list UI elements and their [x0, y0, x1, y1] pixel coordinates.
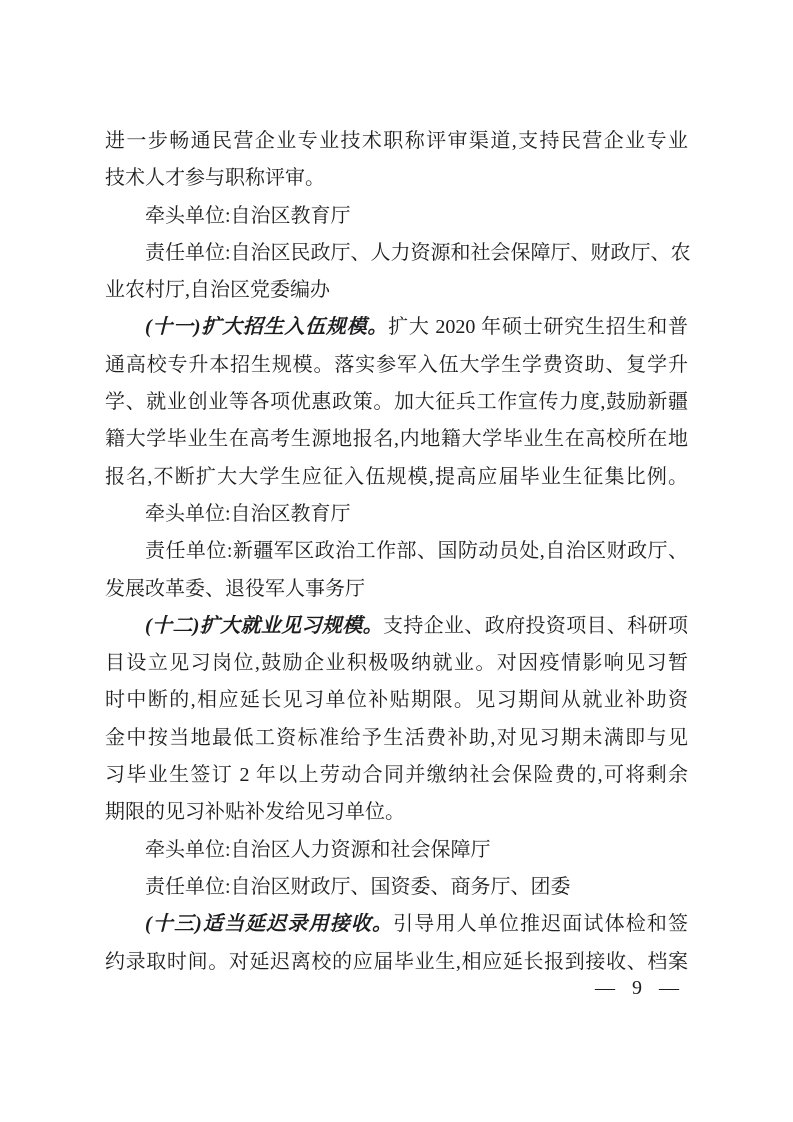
body-text: 进一步畅通民营企业专业技术职称评审渠道,支持民营企业专业 — [105, 130, 688, 152]
item-heading: (十二)扩大就业见习规模。 — [145, 614, 383, 637]
document-text-block — [105, 123, 691, 981]
body-text: 学、就业创业等各项优惠政策。加大征兵工作宣传力度,鼓励新疆 — [105, 391, 688, 414]
page-number: — 9 — — [595, 977, 680, 999]
text-line — [105, 347, 688, 384]
body-text: 责任单位:自治区民政厅、人力资源和社会保障厅、财政厅、农 — [145, 241, 691, 264]
text-line-responsible-unit — [105, 235, 691, 272]
body-text: 期限的见习补贴补发给见习单位。 — [105, 801, 405, 824]
text-line-item-12 — [105, 608, 688, 645]
text-line — [105, 757, 688, 794]
text-line — [105, 160, 688, 197]
text-line-lead-unit — [105, 832, 688, 869]
text-line — [105, 571, 688, 608]
text-line-item-13 — [105, 906, 688, 943]
body-text: 籍大学毕业生在高考生源地报名,内地籍大学毕业生在高校所在地 — [105, 428, 688, 451]
text-line-responsible-unit — [105, 533, 688, 570]
body-text: 业农村厅,自治区党委编办 — [105, 279, 330, 302]
body-text: 时中断的,相应延长见习单位补贴期限。见习期间从就业补助资 — [105, 689, 688, 712]
text-line — [105, 720, 688, 757]
body-text: 责任单位:自治区财政厅、国资委、商务厅、团委 — [145, 875, 571, 898]
text-line — [105, 682, 688, 719]
body-text: 习毕业生签订 2 年以上劳动合同并缴纳社会保险费的,可将剩余 — [105, 764, 688, 787]
body-text: 技术人才参与职称评审。 — [105, 167, 325, 190]
text-line — [105, 272, 688, 309]
body-text: 扩大 2020 年硕士研究生招生和普 — [388, 316, 688, 339]
body-text: 报名,不断扩大大学生应征入伍规模,提高应届毕业生征集比例。 — [105, 465, 688, 488]
body-text: 牵头单位:自治区人力资源和社会保障厅 — [145, 838, 491, 861]
item-heading: (十三)适当延迟录用接收。 — [145, 913, 394, 936]
body-text: 牵头单位:自治区教育厅 — [145, 502, 351, 525]
text-line-lead-unit — [105, 496, 688, 533]
text-line — [105, 123, 688, 160]
text-line — [105, 645, 688, 682]
text-line-responsible-unit — [105, 869, 688, 906]
text-line — [105, 384, 688, 421]
body-text: 牵头单位:自治区教育厅 — [145, 204, 351, 227]
body-text: 引导用人单位推迟面试体检和签 — [393, 913, 688, 936]
body-text: 通高校专升本招生规模。落实参军入伍大学生学费资助、复学升 — [105, 353, 688, 376]
body-text: 金中按当地最低工资标准给予生活费补助,对见习期未满即与见 — [105, 726, 688, 749]
body-text: 支持企业、政府投资项目、科研项 — [382, 614, 688, 637]
text-line — [105, 794, 688, 831]
body-text: 约录取时间。对延迟离校的应届毕业生,相应延长报到接收、档案 — [105, 950, 688, 973]
text-line-item-11 — [105, 309, 688, 346]
text-line — [105, 421, 688, 458]
text-line — [105, 459, 688, 496]
body-text: 目设立见习岗位,鼓励企业积极吸纳就业。对因疫情影响见习暂 — [105, 652, 688, 675]
text-line-lead-unit — [105, 198, 688, 235]
item-heading: (十一)扩大招生入伍规模。 — [145, 316, 389, 339]
body-text: 发展改革委、退役军人事务厅 — [105, 577, 365, 600]
body-text: 责任单位:新疆军区政治工作部、国防动员处,自治区财政厅、 — [145, 540, 688, 563]
